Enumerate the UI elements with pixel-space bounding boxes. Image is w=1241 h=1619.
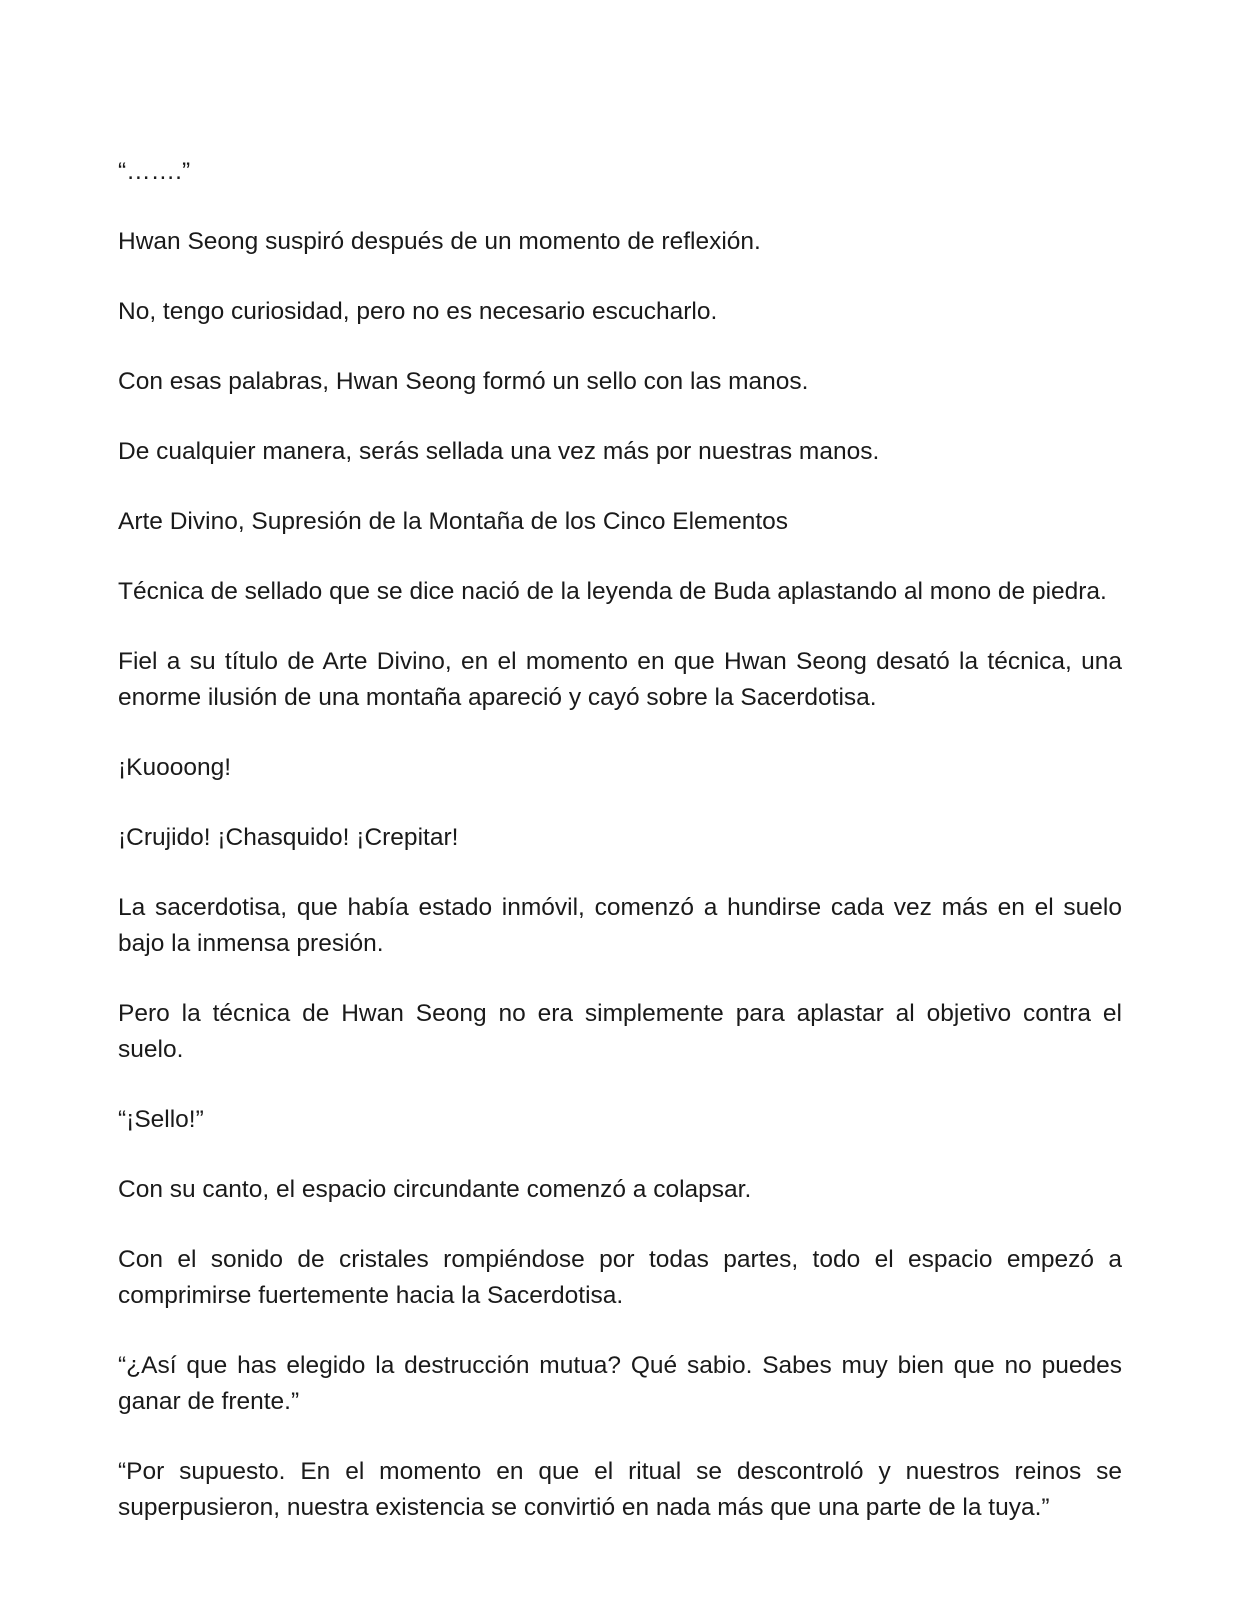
paragraph: No, tengo curiosidad, pero no es necesario escucharlo. (118, 298, 718, 325)
paragraph: ¡Kuooong! (118, 754, 232, 781)
paragraph: “Por supuesto. En el momento en que el ritual se descontroló y nuestros reinos se superpusieron, nuestra existencia se convirtió en nada más que una parte de la tuya.” (118, 1458, 1122, 1521)
paragraph: Con su canto, el espacio circundante comenzó a colapsar. (118, 1176, 752, 1203)
paragraph: Hwan Seong suspiró después de un momento de reflexión. (118, 228, 761, 255)
paragraph: Con el sonido de cristales rompiéndose por todas partes, todo el espacio empezó a comprimirse fuertemente hacia la Sacerdotisa. (118, 1246, 1122, 1309)
paragraph: Fiel a su título de Arte Divino, en el momento en que Hwan Seong desató la técnica, una enorme ilusión de una montaña apareció y cayó sobre la Sacerdotisa. (118, 648, 1122, 711)
paragraph-ellipsis: “…….” (118, 158, 191, 185)
paragraph: La sacerdotisa, que había estado inmóvil, comenzó a hundirse cada vez más en el suelo bajo la inmensa presión. (118, 894, 1122, 957)
document-body (118, 154, 1122, 1560)
paragraph: Con esas palabras, Hwan Seong formó un sello con las manos. (118, 368, 809, 395)
paragraph: “¿Así que has elegido la destrucción mutua? Qué sabio. Sabes muy bien que no puedes ganar de frente.” (118, 1352, 1122, 1415)
paragraph: Arte Divino, Supresión de la Montaña de los Cinco Elementos (118, 508, 789, 535)
paragraph: De cualquier manera, serás sellada una vez más por nuestras manos. (118, 438, 880, 465)
paragraph: Pero la técnica de Hwan Seong no era simplemente para aplastar al objetivo contra el suelo. (118, 1000, 1122, 1063)
paragraph: ¡Crujido! ¡Chasquido! ¡Crepitar! (118, 824, 459, 851)
paragraph: Técnica de sellado que se dice nació de la leyenda de Buda aplastando al mono de piedra. (118, 578, 1107, 605)
paragraph: “¡Sello!” (118, 1106, 204, 1133)
